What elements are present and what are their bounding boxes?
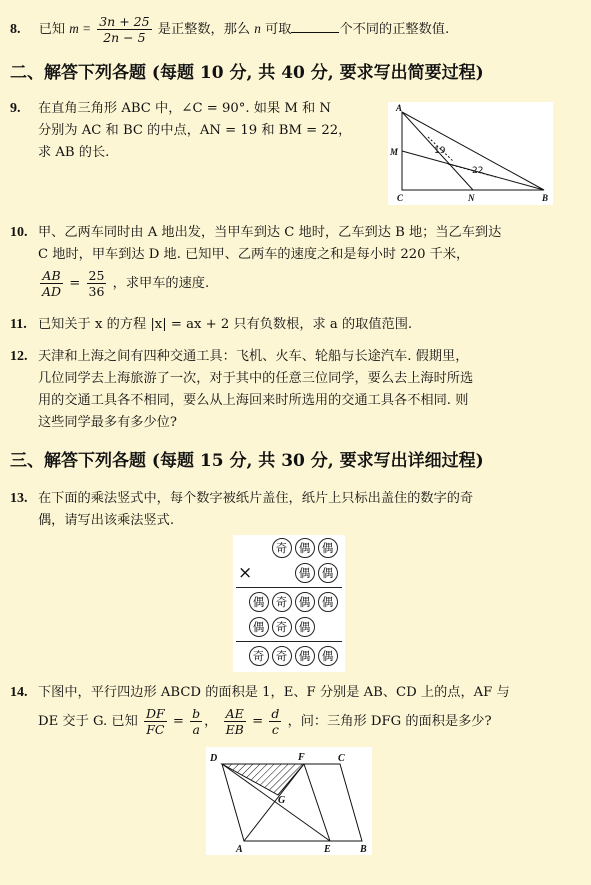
label-n: N — [468, 193, 475, 203]
label-m: M — [390, 147, 399, 157]
section-heading-2: 二、解答下列各题 (每题 10 分, 共 40 分, 要求写出简要过程) — [10, 63, 484, 83]
q8-fraction: $\frac{3n + 25}{2n - 5}$ — [99, 14, 150, 45]
parity-circle: 偶 — [295, 563, 315, 583]
parity-circle: 奇 — [272, 617, 292, 637]
q14-line: 下图中，平行四边形 ABCD 的面积是 1，E、F 分别是 AB、CD 上的点，AF 与 — [38, 685, 510, 700]
q12-line: 天津和上海之间有四种交通工具：飞机、火车、轮船与长途汽车. 假期里， — [38, 349, 469, 364]
question-13 — [10, 488, 474, 528]
question-number: 10. — [10, 225, 28, 240]
label-f: F — [298, 752, 305, 763]
question-8 — [10, 14, 449, 45]
q12-line: 几位同学去上海旅游了一次，对于其中的任意三位同学，要么去上海时所选 — [38, 371, 474, 386]
question-11 — [10, 314, 413, 336]
answer-blank — [291, 18, 339, 33]
label-c: C — [397, 193, 404, 203]
q9-line: 求 AB 的长. — [38, 145, 110, 160]
q8-post2: 个不同的正整数值. — [339, 22, 450, 37]
section-heading-3: 三、解答下列各题 (每题 15 分, 共 30 分, 要求写出详细过程) — [10, 451, 484, 471]
question-number: 13. — [10, 491, 28, 506]
q8-nvar: n — [254, 21, 261, 36]
question-number: 9. — [10, 101, 21, 116]
label-a: A — [396, 103, 403, 113]
question-9 — [10, 98, 380, 160]
parity-circle: 偶 — [295, 592, 315, 612]
label-d: D — [210, 753, 218, 764]
triangle-figure — [388, 102, 553, 205]
q12-line: 这些同学最多有多少位? — [38, 415, 177, 430]
question-number: 14. — [10, 685, 28, 700]
row-partial-2 — [247, 617, 316, 637]
row-product — [247, 646, 339, 666]
q14-ratio-line: DE 交于 G. 已知 $\frac{DF}{FC}$ = $\frac{b}{a}$ ， $\frac{AE}{EB}$ = $\frac{d}{c}$ ，问：三角形 DFG 的面积是多少? — [38, 706, 492, 737]
q9-line: 在直角三角形 ABC 中，∠C = 90°. 如果 M 和 N — [38, 101, 331, 116]
question-number: 8. — [10, 22, 21, 37]
q10-line: 甲、乙两车同时由 A 地出发，当甲车到达 C 地时，乙车到达 B 地；当乙车到达 — [38, 225, 502, 240]
q11-text: 已知关于 x 的方程 |x| = ax + 2 只有负数根，求 a 的取值范围. — [38, 317, 413, 332]
triangle-abc — [402, 112, 544, 190]
label-b: B — [542, 193, 549, 203]
parity-circle: 偶 — [318, 646, 338, 666]
question-number: 12. — [10, 349, 28, 364]
row-multiplicand — [270, 538, 339, 558]
question-14 — [10, 682, 510, 737]
parity-circle: 偶 — [318, 538, 338, 558]
label-c: C — [338, 753, 345, 764]
fraction-df-fc: $\frac{DF}{FC}$ — [145, 706, 165, 737]
q8-var: m = — [69, 21, 92, 36]
fraction-25-36: $\frac{25}{36}$ — [88, 268, 105, 299]
parity-circle: 偶 — [295, 646, 315, 666]
label-g: G — [278, 795, 286, 806]
fraction-b-a: $\frac{b}{a}$ — [192, 706, 201, 737]
parity-circle: 偶 — [249, 617, 269, 637]
segment-fe — [304, 764, 330, 841]
parity-circle: 偶 — [249, 592, 269, 612]
parity-circle: 偶 — [295, 538, 315, 558]
fraction-d-c: $\frac{d}{c}$ — [271, 706, 280, 737]
parallelogram-figure — [206, 747, 372, 855]
label-b: B — [360, 844, 367, 855]
parity-circle: 奇 — [272, 538, 292, 558]
label-a: A — [236, 844, 243, 855]
parity-circle: 偶 — [318, 563, 338, 583]
q10-ratio-line: $\frac{AB}{AD}$ = $\frac{25}{36}$ ，求甲车的速度. — [42, 268, 210, 299]
parity-circle: 偶 — [318, 592, 338, 612]
q13-line: 在下面的乘法竖式中，每个数字被纸片盖住，纸片上只标出盖住的数字的奇 — [38, 491, 474, 506]
divider-line — [236, 641, 342, 642]
q10-line: C 地时，甲车到达 D 地. 已知甲、乙两车的速度之和是每小时 220 千米， — [38, 247, 470, 262]
q8-post1: 可取 — [265, 22, 292, 37]
label-22: 22 — [472, 166, 484, 176]
parity-circle: 奇 — [249, 646, 269, 666]
parity-circle: 偶 — [295, 617, 315, 637]
divider-line — [236, 587, 342, 588]
question-10 — [10, 222, 502, 299]
fraction-ab-ad: $\frac{AB}{AD}$ — [42, 268, 62, 299]
question-number: 11. — [10, 317, 27, 332]
multiplication-figure — [233, 535, 345, 672]
parity-circle: 奇 — [272, 646, 292, 666]
row-partial-1 — [247, 592, 339, 612]
fraction-ae-eb: $\frac{AE}{EB}$ — [225, 706, 244, 737]
label-19: 19 — [434, 146, 446, 156]
q13-line: 偶，请写出该乘法竖式. — [38, 513, 175, 528]
label-e: E — [324, 844, 331, 855]
q8-pre: 已知 — [38, 22, 66, 37]
row-multiplier — [293, 563, 339, 583]
parity-circle: 奇 — [272, 592, 292, 612]
q12-line: 用的交通工具各不相同，要么从上海回来时所选用的交通工具各不相同. 则 — [38, 393, 469, 408]
times-sign: × — [238, 563, 253, 583]
q9-line: 分别为 AC 和 BC 的中点，AN = 19 和 BM = 22， — [38, 123, 352, 138]
question-12 — [10, 346, 474, 430]
q8-mid: 是正整数，那么 — [157, 22, 251, 37]
